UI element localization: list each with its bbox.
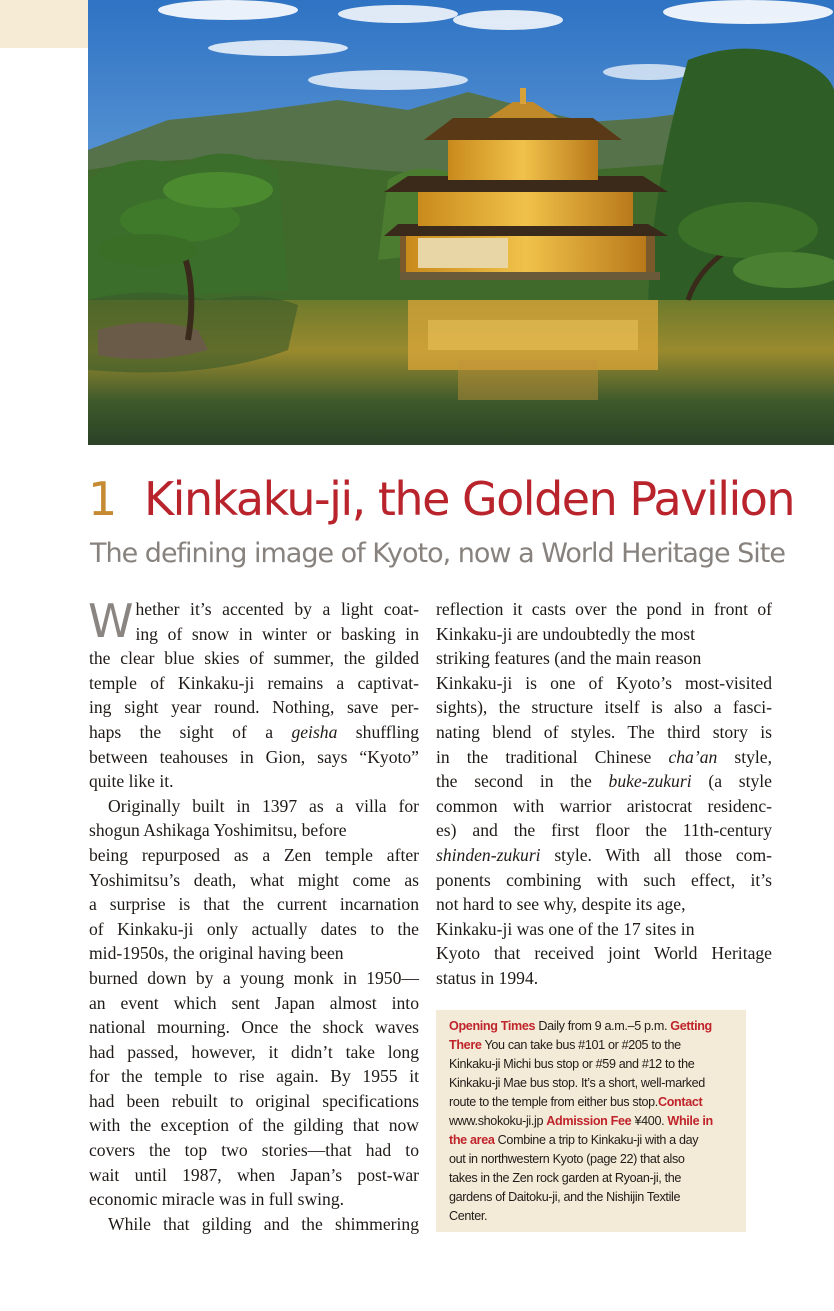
body-line: national mourning. Once the shock waves: [89, 1017, 419, 1038]
section-number: 1: [88, 472, 116, 526]
body-line: quite like it.: [89, 771, 174, 792]
contact-label: Contact: [657, 1095, 703, 1109]
opening-times-label: Opening Times: [449, 1019, 536, 1033]
body-line: haps the sight of a geisha shuffling: [89, 721, 420, 742]
page-corner-tab: [0, 0, 88, 48]
body-line: common with warrior aristocrat residenc-: [436, 795, 772, 816]
body-line: nating blend of styles. The third story is: [436, 721, 772, 742]
body-line: ing sight year round. Nothing, save per-: [89, 697, 419, 718]
kinkaku-ji-photo: [88, 0, 834, 445]
info-line: Center.: [449, 1209, 488, 1223]
page-subtitle: The defining image of Kyoto, now a World Heritage Site: [90, 538, 785, 569]
body-line: wait until 1987, when Japan’s post-war: [89, 1164, 419, 1185]
page-title: Kinkaku-ji, the Golden Pavilion: [144, 472, 795, 526]
body-line: Yoshimitsu’s death, what might come as: [89, 869, 419, 890]
body-line: for the temple to rise again. By 1955 it: [89, 1066, 419, 1087]
body-line: mid-1950s, the original having been: [89, 943, 344, 964]
body-line: Kyoto that received joint World Heritage: [436, 943, 772, 964]
body-line: Kinkaku-ji is one of Kyoto’s most-visited: [436, 672, 772, 693]
article-column-left: [88, 594, 420, 1236]
info-line: Kinkaku-ji Mae bus stop. It’s a short, well-marked: [449, 1076, 705, 1090]
body-line: in the traditional Chinese cha’an style,: [436, 746, 772, 767]
website-link[interactable]: www.shokoku-ji.jp: [449, 1114, 547, 1128]
body-line: the clear blue skies of summer, the gilded: [89, 648, 419, 669]
visitor-info-box: [436, 1010, 746, 1232]
body-line: burned down by a young monk in 1950—: [89, 967, 419, 988]
body-line: shogun Ashikaga Yoshimitsu, before: [89, 820, 347, 841]
drop-cap: W: [88, 594, 134, 648]
body-line: Originally built in 1397 as a villa for: [108, 795, 419, 816]
info-line: Kinkaku-ji Michi bus stop or #59 and #12 to the: [449, 1057, 695, 1071]
getting-there-label: Getting: [670, 1019, 712, 1033]
body-line: covers the top two stories—that had to: [89, 1140, 419, 1161]
body-line: between teahouses in Gion, says “Kyoto”: [89, 746, 419, 767]
info-line: the area Combine a trip to Kinkaku-ji with a day: [449, 1133, 699, 1147]
body-line: Kinkaku-ji are undoubtedly the most: [436, 623, 695, 644]
info-line: gardens of Daitoku-ji, and the Nishijin Textile: [449, 1190, 681, 1204]
body-line: the second in the buke-zukuri (a style: [436, 771, 772, 792]
while-in-area-label: While in: [667, 1114, 713, 1128]
body-line: had passed, however, it didn’t take long: [89, 1041, 419, 1062]
info-line: takes in the Zen rock garden at Ryoan-ji, the: [449, 1171, 682, 1185]
body-line: economic miracle was in full swing.: [89, 1189, 345, 1210]
info-line: There You can take bus #101 or #205 to the: [449, 1038, 681, 1052]
info-line: route to the temple from either bus stop.Contact: [449, 1095, 703, 1109]
info-line: out in northwestern Kyoto (page 22) that also: [449, 1152, 685, 1166]
body-line: with the exception of the gilding that now: [89, 1115, 419, 1136]
body-line: a surprise is that the current incarnation: [89, 894, 419, 915]
info-line: Opening Times Daily from 9 a.m.–5 p.m. Getting: [449, 1019, 712, 1033]
info-line: www.shokoku-ji.jp Admission Fee ¥400. While in: [449, 1114, 713, 1128]
body-line: status in 1994.: [436, 967, 539, 988]
body-line: sights), the structure itself is also a fasci-: [436, 697, 772, 718]
body-line: of Kinkaku-ji only actually dates to the: [89, 918, 419, 939]
body-line: hether it’s accented by a light coat-: [135, 599, 419, 619]
body-line: not hard to see why, despite its age,: [436, 894, 686, 915]
body-line: being repurposed as a Zen temple after: [89, 844, 419, 865]
body-line: ponents combining with such effect, it’s: [436, 869, 772, 890]
body-line: striking features (and the main reason: [436, 648, 702, 669]
body-line: an event which sent Japan almost into: [89, 992, 419, 1013]
body-line: While that gilding and the shimmering: [108, 1213, 419, 1234]
article-column-right: [436, 597, 772, 991]
body-line: temple of Kinkaku-ji remains a captivat-: [89, 672, 419, 693]
page-heading: [88, 466, 828, 532]
body-line: shinden-zukuri style. With all those com-: [436, 844, 772, 865]
body-line: had been rebuilt to original specifications: [89, 1090, 419, 1111]
body-line: ing of snow in winter or basking in: [135, 623, 419, 644]
body-line: es) and the first floor the 11th-century: [436, 820, 772, 841]
body-line: reflection it casts over the pond in front of: [436, 599, 772, 619]
body-line: Kinkaku-ji was one of the 17 sites in: [436, 918, 695, 939]
admission-fee-label: Admission Fee: [546, 1114, 632, 1128]
